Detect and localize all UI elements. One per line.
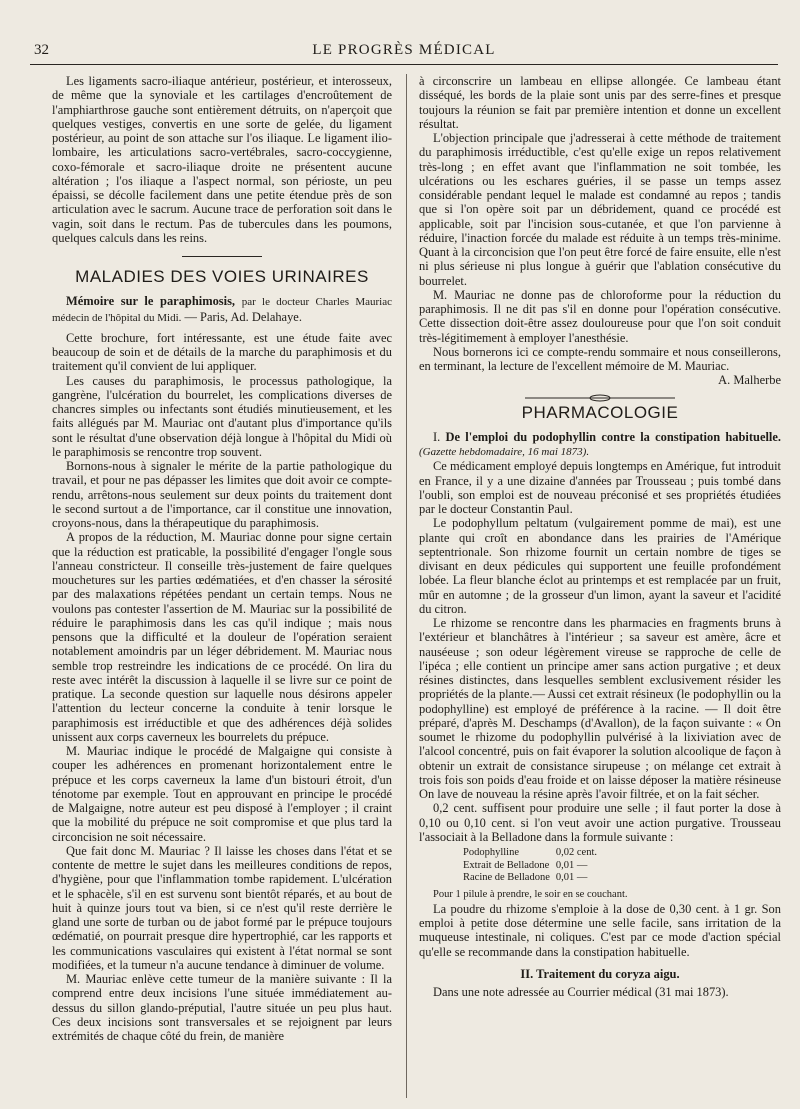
subhead-source: (Gazette hebdomadaire, 16 mai 1873).: [419, 446, 590, 458]
paragraph: Les causes du paraphimosis, le processus pathologique, la gangrène, l'ulcération du bourrelet, les complications diverses de chancres simples ou infectants sont étudiés minutieusement, et les faits allégués par M. Mauriac ont d'autant plus d'importance qu'ils sont le résultat d'une observation déjà longue à l'hôpital du Midi où le paraphimosis se rencontre trop souvent.: [52, 373, 392, 459]
page-header: [30, 42, 778, 65]
recipe-dose: 0,02 cent.: [555, 847, 598, 858]
subhead-coryza-title: II. Traitement du coryza aigu.: [520, 966, 680, 981]
table-row: [463, 872, 603, 885]
paragraph: A propos de la réduction, M. Mauriac donne pour signe certain que la réduction est praticable, la possibilité d'engager l'ongle sous l'anneau constricteur. Il conseille très-justement de faire quelques mouchetures sur les parties œdématiées, et d'en chasser la sérosité par des malaxations répétées pendant un certain temps. Nous ne voulons pas contester l'assertion de M. Mauriac sur la possibilité de réduire le paraphimosis dans les cas qu'il indique ; mais nous pensons que la difficulté et la douleur de l'opération seraient notablement amoindris par un léger débridement. M. Mauriac nous semble trop restreindre les indications de ce procédé. On lira du reste avec intérêt la discussion à laquelle il se livre sur ce point de pratique. La seconde question sur laquelle nous désirons appeler l'attention du lecteur concerne la conduite à tenir lorsque le paraphimosis est irréductible et que des adhérences déjà solides unissent aux corps caverneux les bourrelets du prépuce.: [52, 530, 392, 744]
left-column: [52, 74, 392, 1043]
subhead-coryza: [419, 967, 781, 981]
ornament-divider: [525, 394, 675, 402]
book-byline: par le docteur Charles Mauriac médecin de l'hôpital du Midi.: [52, 296, 393, 324]
paragraph: M. Mauriac ne donne pas de chloroforme pour la réduction du paraphimosis. Il ne dit pas s'il en donne pour l'opération consécutive. Cette dissection doit-être assez douloureuse pour que l'on soit conduit très-légitimement à employer l'anesthésie.: [419, 287, 781, 345]
paragraph: La poudre du rhizome s'emploie à la dose de 0,30 cent. à 1 gr. Son emploi à petite dose détermine une selle facile, sans irritation de la muqueuse intestinale, ni coliques. C'est par ce mode d'action spécial qu'elle se recommande dans la constipation habituelle.: [419, 901, 781, 959]
intro-paragraph: Les ligaments sacro-iliaque antérieur, postérieur, et interosseux, de même que la synoviale et les cartilages d'encroûtement de l'amphiarthrose gauche sont entièrement détruits, on n'aperçoit que quelques vestiges, convertis en une sorte de gelée, du ligament postérieur, au point de son attache sur l'os iliaque. Le ligament ilio-lombaire, les articulations sacro-vertébrales, sacro-coccygienne, coxo-fémorale et sacro-iliaque droite ne présentent aucune altération ; l'os iliaque a l'aspect normal, son périoste, un peu épaissi, se décolle facilement dans une petite étendue près de son articulation avec le sacrum. Aucune trace de perforation soit dans le vagin, soit dans le rectum. Pas de tubercules dans les poumons, quelques calculs dans les reins.: [52, 74, 392, 245]
paragraph: à circonscrire un lambeau en ellipse allongée. Ce lambeau étant disséqué, les bords de la plaie sont unis par des serre-fines et presque toujours la réunion se fait par première intention et donne un excellent résultat.: [419, 74, 781, 131]
right-column: [419, 74, 781, 999]
recipe-ingredient: Racine de Belladone: [463, 872, 550, 883]
paragraph: M. Mauriac indique le procédé de Malgaigne qui consiste à couper les adhérences en promenant horizontalement entre le prépuce et les corps caverneux la lame d'un bistouri étroit, d'un ténotome par exemple. Tout en approuvant en principe le procédé de Malgaigne, notre auteur est peu disposé à l'employer ; il craint que la mobilité du prépuce ne soit compromise et que plus tard la circoncision ne soit nécessaire.: [52, 744, 392, 844]
column-rule: [406, 74, 407, 1098]
separator-rule: [182, 256, 262, 257]
section-title-urinaires: MALADIES DES VOIES URINAIRES: [75, 267, 369, 286]
last-line: Dans une note adressée au Courrier médical (31 mai 1873).: [433, 985, 729, 999]
paragraph: Cette brochure, fort intéressante, est une étude faite avec beaucoup de soin et de détails de la marche du paraphimosis et du traitement qu'il convient de lui appliquer.: [52, 330, 392, 374]
book-publisher: — Paris, Ad. Delahaye.: [184, 309, 302, 324]
page-number: 32: [34, 42, 49, 58]
paragraph: Ce médicament employé depuis longtemps en Amérique, fut introduit en France, il y a une dizaine d'années par Trousseau ; puis tombé dans l'oubli, son emploi est de nouveau préconisé et ses propriétés étudiées par le docteur Constantin Paul.: [419, 459, 781, 516]
paragraph: M. Mauriac enlève cette tumeur de la manière suivante : Il la comprend entre deux incisions l'une située immédiatement au-dessus du sillon glando-préputial, l'autre située un peu plus haut. Ces deux incisions sont transversales et se rejoignent par leurs extrémités de chaque côté du frein, de manière: [52, 972, 392, 1043]
section-title-pharmacologie: PHARMACOLOGIE: [521, 402, 679, 422]
recipe-ingredient: Extrait de Belladone: [463, 859, 550, 871]
subhead-podophyllin: [419, 430, 781, 460]
subhead-number: I.: [433, 429, 441, 444]
recipe-dose: 0,01 —: [555, 872, 588, 883]
table-row: [463, 860, 603, 873]
recipe-note: Pour 1 pilule à prendre, le soir en se couchant.: [433, 888, 628, 900]
paragraph: Que fait donc M. Mauriac ? Il laisse les choses dans l'état et se contente de mettre le sujet dans les meilleures conditions de repos, d'hygiène, pour que l'inflammation tombe rapidement. L'ulcération et le sphacèle, s'il en est survenu sont bientôt réparés, et au bout de huit à quinze jours tout va bien, si ce n'est qu'il reste derrière le gland une sorte de turban ou de jabot formé par le prépuce toujours œdématié, on pourrait presque dire hypertrophié, car les rapports et les communications vasculaires qui existent à l'état normal se sont modifiées, et la tumeur n'a aucune tendance à diminuer de volume.: [52, 843, 392, 972]
paragraph: Le podophyllum peltatum (vulgairement pomme de mai), est une plante qui croît en abondance dans les prairies de l'Amérique septentrionale. Son rhizome fournit un certain nombre de tiges se divisant en deux pédicules qui supportent une feuille profondément lobée. La fleur blanche éclot au printemps et est remplacée par un fruit, mûr en automne ; de la grosseur d'un limon, ayant la saveur et l'acidité du citron.: [419, 516, 781, 616]
paragraph: Nous bornerons ici ce compte-rendu sommaire et nous conseillerons, en terminant, la lecture de l'excellent mémoire de M. Mauriac.: [419, 344, 781, 373]
paragraph: Le rhizome se rencontre dans les pharmacies en fragments bruns à l'extérieur et blanchâtres à l'intérieur ; sa saveur est amère, âcre et nauséeuse ; son odeur légèrement vireuse se rapproche de celle de l'ipéca ; elle contient un principe amer sans action purgative ; et deux résines distinctes, dans lesquelles semblent exclusivement résider les propriétés de la plante.— Aussi cet extrait résineux (le podophyllin ou la podophylline) est employé de préférence à la racine. — Il doit être préparé, d'après M. Deschamps (d'Avallon), de la façon suivante : « On soumet le rhizome du podophyllin pulvérisé à la lixiviation avec de l'alcool concentré, puis on fait évaporer la solution alcoolique de façon à obtenir un extrait de consistance sirupeuse ; on mélange cet extrait à trois fois son poids d'eau froide et on laisse déposer la matière résineuse On lave de nouveau la résine après l'avoir filtrée, et on la fait sécher.: [419, 616, 781, 801]
subhead-title: De l'emploi du podophyllin contre la constipation habituelle.: [445, 429, 781, 444]
paragraph: L'objection principale que j'adresserai à cette méthode de traitement du paraphimosis irréductible, c'est qu'elle exige un repos relativement très-long ; en effet avant que l'inflammation ne soit tombée, les ulcérations ou les eschares guéries, il se passe un temps assez considérable pendant lequel le malade est condamné au repos ; tandis que si l'on opère soit par un débridement, quand ce procédé est applicable, soit par l'incision sous-cutanée, et que l'on parvienne à réduire, l'inaction forcée du malade est réduite à un temps très-minime. Quant à la circoncision que l'on peut être forcé de faire ensuite, elle n'est ni plus sérieuse ni plus longue à guérir que l'ablation consécutive du bourrelet.: [419, 131, 781, 288]
recipe-ingredient: Podophylline: [463, 847, 520, 858]
signature-line: [419, 373, 781, 387]
paragraph: 0,2 cent. suffisent pour produire une selle ; il faut porter la dose à 0,10 ou 0,10 cent. si l'on veut avoir une action purgative. Trousseau l'associait à la Belladone dans la formule suivante :: [419, 801, 781, 844]
table-row: [463, 847, 603, 860]
book-reference: [52, 294, 392, 325]
recipe-dose: 0,01 —: [555, 859, 588, 871]
signature: A. Malherbe: [718, 373, 781, 388]
running-title: LE PROGRÈS MÉDICAL: [312, 42, 496, 58]
book-title: Mémoire sur le paraphimosis,: [66, 294, 236, 309]
recipe-table: [463, 847, 603, 885]
paragraph: Bornons-nous à signaler le mérite de la partie pathologique du travail, et pour ne pas dépasser les limites que doit avoir ce compte-rendu, arrêtons-nous seulement sur deux points du traitement dont le second surtout a de l'importance, car il constitue une innovation, croyons-nous, dans la thérapeutique du paraphimosis.: [52, 459, 392, 530]
